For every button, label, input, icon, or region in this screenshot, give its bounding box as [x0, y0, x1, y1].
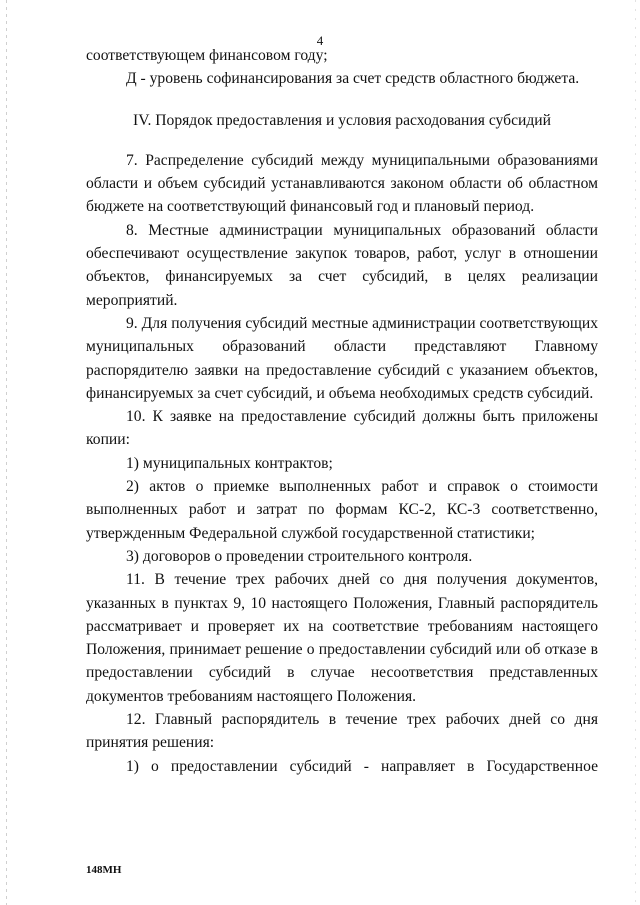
page-number: 4 — [316, 33, 324, 48]
line-d-definition: Д - уровень софинансирования за счет средств областного бюджета. — [126, 70, 580, 88]
scan-edge-right — [635, 0, 636, 905]
scan-edge-left — [6, 0, 7, 905]
footer-code: 148МН — [86, 864, 122, 876]
paragraph-12-item-1: 1) о предоставлении субсидий - направляет в Государственное — [126, 757, 598, 775]
paragraph-10-item-2: 2) актов о приемке выполненных работ и справок о стоимости выполненных работ и затрат по формам КС-2, КС-3 соответственно, утвержденным Федеральной службой государственной статистики; — [86, 478, 598, 542]
paragraph-12: 12. Главный распорядитель в течение трех рабочих дней со дня принятия решения: — [86, 711, 598, 752]
paragraph-9: 9. Для получения субсидий местные администрации соответствующих муниципальных образований области представляют Главному распорядителю заявки на предоставление субсидий с указанием объектов, финансируемых за счет субсидий, и объема необходимых средств субсидий. — [86, 314, 598, 402]
section-heading: IV. Порядок предоставления и условия расходования субсидий — [133, 111, 551, 129]
paragraph-7: 7. Распределение субсидий между муниципальными образованиями области и объем субсидий устанавливаются законом области об областном бюджете на соответствующий финансовый год и плановый период. — [86, 151, 598, 216]
paragraph-11: 11. В течение трех рабочих дней со дня получения документов, указанных в пунктах 9, 10 настоящего Положения, Главный распорядитель рассматривает и проверяет их на соответствие требованиям настоящего Положения, принимает решение о предоставлении субсидий или об отказе в предоставлении субсидий в случае несоответствия представленных документов требованиям настоящего Положения. — [86, 571, 598, 705]
paragraph-10: 10. К заявке на предоставление субсидий должны быть приложены копии: — [86, 408, 598, 449]
line-continuation: соответствующем финансовом году; — [86, 47, 328, 64]
paragraph-10-item-3: 3) договоров о проведении строительного контроля. — [126, 547, 473, 565]
paragraph-8: 8. Местные администрации муниципальных образований области обеспечивают осуществление закупок товаров, работ, услуг в отношении объектов, финансируемых за счет субсидий, в целях реализации мероприятий. — [86, 221, 598, 309]
document-body — [86, 44, 598, 778]
paragraph-10-item-1: 1) муниципальных контрактов; — [126, 454, 333, 472]
